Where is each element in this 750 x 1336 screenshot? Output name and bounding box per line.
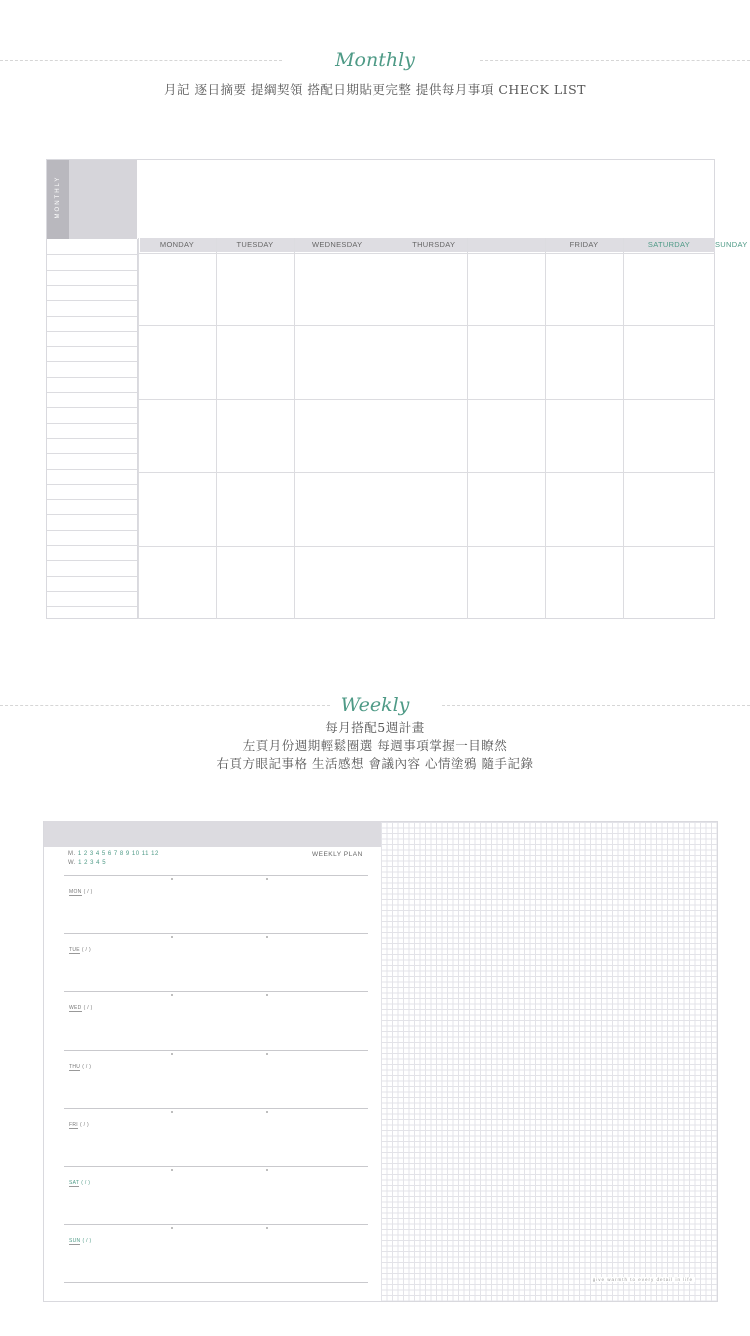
weekly-day-label: SUN: [69, 1238, 81, 1245]
checklist-line: [47, 270, 137, 271]
weekly-day-wed: [69, 1005, 93, 1011]
calendar-row-divider: [138, 399, 715, 400]
checklist-line: [47, 469, 137, 470]
weekly-row-divider: [64, 875, 368, 876]
checklist-line: [47, 530, 137, 531]
calendar-column-divider: [545, 238, 546, 619]
row-dot: [266, 878, 268, 880]
weekly-day-date-slot: ( / ): [83, 1005, 93, 1012]
weekly-day-label: TUE: [69, 947, 80, 954]
weekly-row-divider: [64, 1224, 368, 1225]
weekly-day-date-slot: ( / ): [79, 1121, 89, 1128]
weekly-row-divider: [64, 1108, 368, 1109]
weekly-day-label: WED: [69, 1005, 82, 1012]
monthly-side-block: [47, 160, 137, 239]
weekly-day-date-slot: ( / ): [82, 1238, 92, 1245]
weekly-subtitle-3: 右頁方眼記事格 生活感想 會議內容 心情塗鴉 隨手記錄: [216, 756, 534, 771]
day-header-saturday: SATURDAY: [647, 240, 691, 249]
monthly-title: Monthly: [335, 49, 415, 71]
row-dot: [171, 1169, 173, 1171]
checklist-line: [47, 484, 137, 485]
weekly-day-mon: [69, 889, 93, 895]
row-dot: [266, 1169, 268, 1171]
row-dot: [266, 936, 268, 938]
weekly-day-label: MON: [69, 889, 82, 895]
row-dot: [266, 994, 268, 996]
calendar-column-divider: [294, 238, 295, 619]
row-dot: [171, 1227, 173, 1229]
checklist-line: [47, 361, 137, 362]
monthly-side-label: MONTHLY: [55, 175, 61, 219]
checklist-line: [47, 591, 137, 592]
row-dot: [171, 1053, 173, 1055]
checklist-line: [47, 331, 137, 332]
weekly-plan-title: WEEKLY PLAN: [312, 851, 363, 858]
month-numbers: 1 2 3 4 5 6 7 8 9 10 11 12: [77, 851, 159, 857]
row-dot: [266, 1227, 268, 1229]
weekly-day-fri: [69, 1122, 89, 1128]
weekly-subtitle-1: 每月搭配5週計畫: [325, 720, 425, 735]
grid-notes-page: [381, 821, 718, 1302]
grid-footer-text: give warmth to every detail in life: [592, 1277, 693, 1282]
day-header-thursday: THURSDAY: [412, 240, 456, 249]
weekly-day-date-slot: ( / ): [81, 947, 91, 954]
monthly-checklist: [47, 239, 138, 619]
week-prefix: W.: [68, 860, 76, 866]
row-dot: [171, 1111, 173, 1113]
checklist-line: [47, 254, 137, 255]
weekly-day-label: FRI: [69, 1121, 78, 1128]
weekly-header-band: [44, 821, 382, 847]
calendar-column-divider: [216, 238, 217, 619]
calendar-row-divider: [138, 253, 715, 254]
checklist-line: [47, 285, 137, 286]
month-selector: [68, 851, 159, 857]
weekly-day-sat: [69, 1180, 90, 1186]
checklist-line: [47, 316, 137, 317]
checklist-line: [47, 300, 137, 301]
row-dot: [171, 994, 173, 996]
weekly-day-label: THU: [69, 1063, 81, 1070]
calendar-row-divider: [138, 325, 715, 326]
weekly-row-divider: [64, 1282, 368, 1283]
day-header-monday: MONDAY: [159, 240, 195, 249]
monthly-day-header: MONDAY TUESDAY WEDNESDAY THURSDAY FRIDAY SATURDAY SUNDAY: [140, 238, 715, 252]
day-header-tuesday: TUESDAY: [236, 240, 274, 249]
calendar-column-divider: [467, 238, 468, 619]
weekly-day-sun: [69, 1238, 91, 1244]
checklist-line: [47, 499, 137, 500]
checklist-line: [47, 545, 137, 546]
weekly-plan-page: [43, 821, 381, 1302]
weekly-day-tue: [69, 947, 91, 953]
day-header-friday: FRIDAY: [569, 240, 599, 249]
calendar-row-divider: [138, 546, 715, 547]
checklist-line: [47, 392, 137, 393]
row-dot: [171, 878, 173, 880]
monthly-planner-page: [46, 159, 748, 619]
checklist-line: [47, 423, 137, 424]
checklist-line: [47, 453, 137, 454]
row-dot: [266, 1053, 268, 1055]
row-dot: [266, 1111, 268, 1113]
weekly-day-date-slot: ( / ): [83, 889, 93, 895]
checklist-line: [47, 407, 137, 408]
week-numbers: 1 2 3 4 5: [78, 860, 107, 866]
checklist-line: [47, 438, 137, 439]
week-selector: [68, 860, 106, 866]
calendar-column-divider: [138, 238, 139, 619]
calendar-row-divider: [138, 472, 715, 473]
checklist-line: [47, 514, 137, 515]
monthly-subtitle: 月記 逐日摘要 提綱契領 搭配日期貼更完整 提供每月事項 CHECK LIST: [164, 82, 586, 97]
row-dot: [171, 936, 173, 938]
weekly-day-date-slot: ( / ): [81, 1180, 91, 1186]
checklist-line: [47, 377, 137, 378]
checklist-line: [47, 576, 137, 577]
weekly-row-divider: [64, 933, 368, 934]
weekly-row-divider: [64, 1050, 368, 1051]
month-prefix: M.: [68, 851, 76, 857]
weekly-row-divider: [64, 991, 368, 992]
checklist-line: [47, 346, 137, 347]
weekly-day-thu: [69, 1064, 91, 1070]
checklist-line: [47, 560, 137, 561]
checklist-line: [47, 606, 137, 607]
weekly-day-label: SAT: [69, 1180, 80, 1186]
calendar-column-divider: [623, 238, 624, 619]
day-header-wednesday: WEDNESDAY: [312, 240, 363, 249]
weekly-title: Weekly: [340, 694, 410, 716]
weekly-subtitle-2: 左頁月份週期輕鬆圈選 每週事項掌握一目瞭然: [242, 738, 508, 753]
weekly-row-divider: [64, 1166, 368, 1167]
weekly-day-date-slot: ( / ): [82, 1063, 92, 1070]
